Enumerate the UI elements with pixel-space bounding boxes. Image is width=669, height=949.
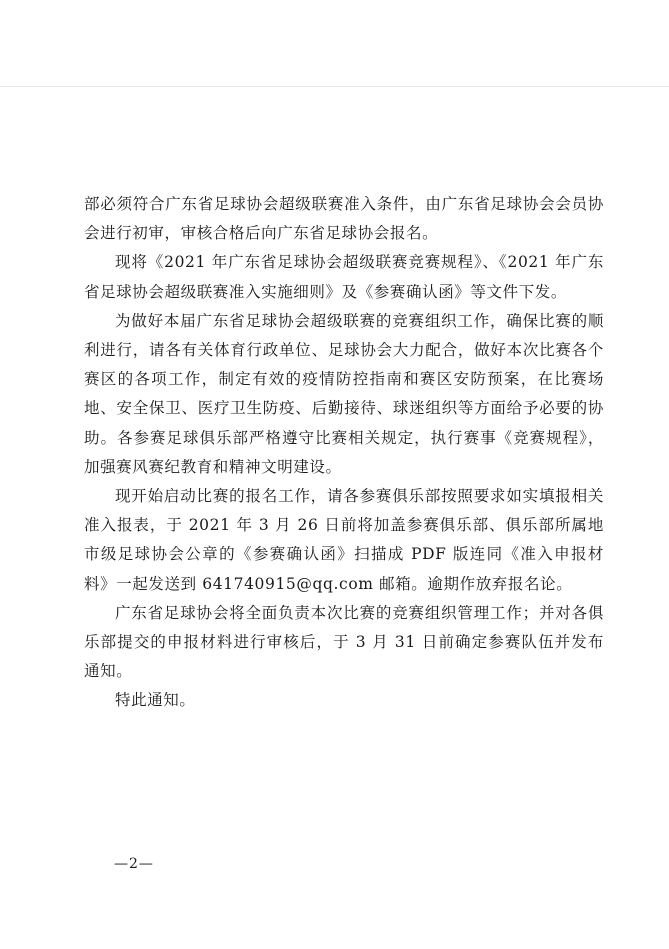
page-number: —2—	[114, 856, 154, 872]
paragraph-documents-issued: 现将《2021 年广东省足球协会超级联赛竞赛规程》、《2021 年广东省足球协会超级联赛准入实施细则》及《参赛确认函》等文件下发。	[84, 253, 604, 301]
paragraph-registration: 现开始启动比赛的报名工作，请各参赛俱乐部按照要求如实填报相关准入报表，于 2021 年 3 月 26 日前将加盖参赛俱乐部、俱乐部所属地市级足球协会公章的《参赛确认函》扫描成 PDF 版连同《准入申报材料》一起发送到 641740915@qq.com 邮箱。逾期作放弃报名论。	[84, 487, 604, 593]
paragraph-organization-work: 为做好本届广东省足球协会超级联赛的竞赛组织工作，确保比赛的顺利进行，请各有关体育行政单位、足球协会大力配合，做好本次比赛各个赛区的各项工作，制定有效的疫情防控指南和赛区安防预案，在比赛场地、安全保卫、医疗卫生防疫、后勤接待、球迷组织等方面给予必要的协助。各参赛足球俱乐部严格遵守比赛相关规定，执行赛事《竞赛规程》，加强赛风赛纪教育和精神文明建设。	[84, 311, 604, 476]
paragraph-management: 广东省足球协会将全面负责本次比赛的竞赛组织管理工作；并对各俱乐部提交的申报材料进行审核后，于 3 月 31 日前确定参赛队伍并发布通知。	[84, 603, 604, 681]
paragraph-closing: 特此通知。	[115, 691, 196, 710]
paragraph-continuation: 部必须符合广东省足球协会超级联赛准入条件，由广东省足球协会会员协会进行初审，审核合格后向广东省足球协会报名。	[84, 195, 604, 243]
page-divider	[0, 86, 669, 87]
document-body	[84, 190, 604, 716]
